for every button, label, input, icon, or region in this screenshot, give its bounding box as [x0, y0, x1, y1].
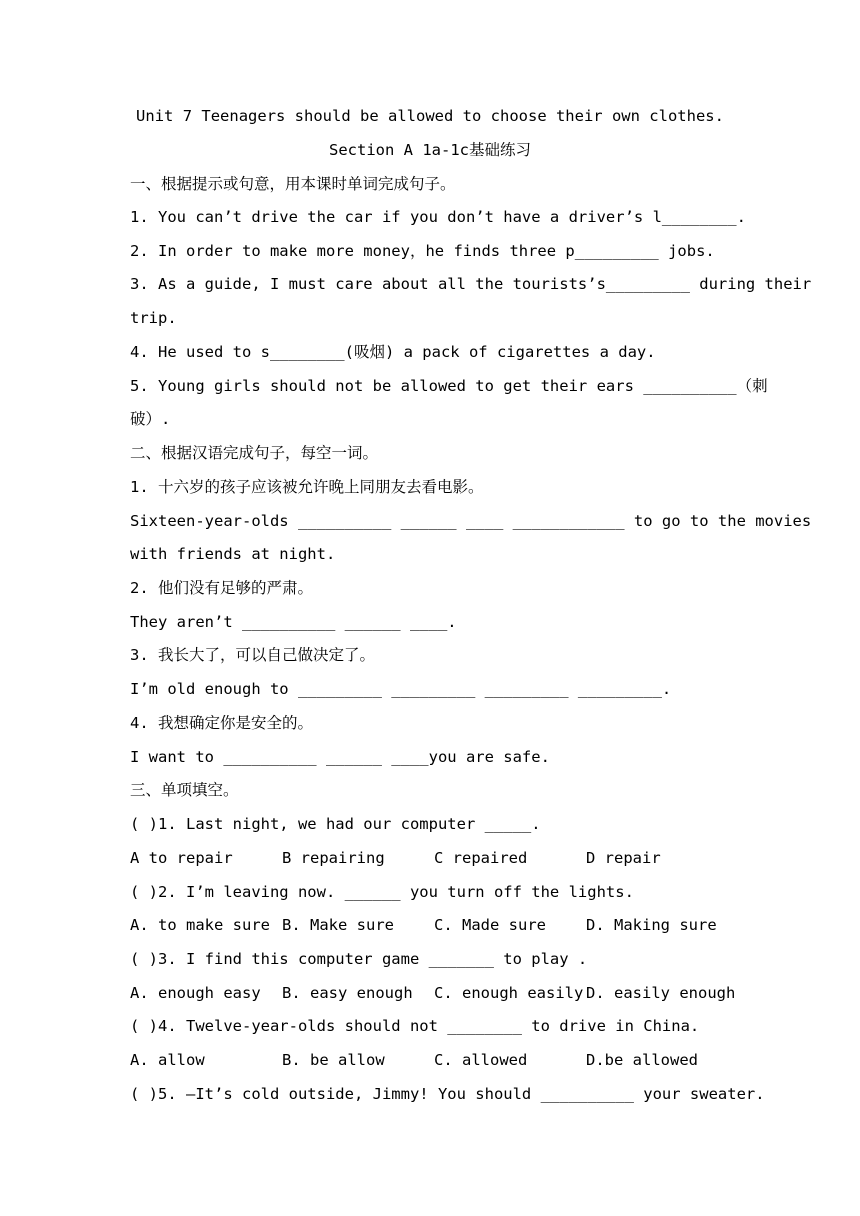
mc-option-c: C repaired [434, 849, 528, 867]
part1-question-3-cont: trip. [130, 309, 177, 327]
mc-option-a: A. enough easy [130, 984, 261, 1002]
part1-question-4: 4. He used to s________(吸烟) a pack of cigarettes a day. [130, 343, 656, 361]
mc-option-c: C. allowed [434, 1051, 528, 1069]
page-subtitle: Section A 1a-1c基础练习 [329, 141, 531, 159]
page-title: Unit 7 Teenagers should be allowed to choose their own clothes. [136, 107, 724, 125]
mc-question-2: ( )2. I’m leaving now. ______ you turn off the lights. [130, 883, 634, 901]
part1-heading: 一、根据提示或句意，用本课时单词完成句子。 [130, 175, 456, 193]
mc-options-4 [130, 1050, 730, 1070]
part3-heading: 三、单项填空。 [130, 781, 239, 799]
mc-option-c: C. Made sure [434, 916, 546, 934]
mc-question-3: ( )3. I find this computer game _______ to play . [130, 950, 588, 968]
part2-question-4-en: I want to __________ ______ ____you are safe. [130, 748, 550, 766]
part2-question-1-cn: 1. 十六岁的孩子应该被允许晚上同朋友去看电影。 [130, 478, 484, 496]
part2-question-3-cn: 3. 我长大了，可以自己做决定了。 [130, 646, 375, 664]
mc-option-b: B repairing [282, 849, 385, 867]
mc-option-a: A to repair [130, 849, 233, 867]
part2-question-2-cn: 2. 他们没有足够的严肃。 [130, 579, 313, 597]
part1-question-5: 5. Young girls should not be allowed to get their ears __________（刺 [130, 377, 768, 395]
mc-option-d: D repair [586, 849, 661, 867]
mc-option-d: D. Making sure [586, 916, 717, 934]
part2-question-4-cn: 4. 我想确定你是安全的。 [130, 714, 313, 732]
mc-question-1: ( )1. Last night, we had our computer _____. [130, 815, 541, 833]
mc-options-3 [130, 983, 736, 1003]
mc-option-a: A. to make sure [130, 916, 270, 934]
part1-question-1: 1. You can’t drive the car if you don’t have a driver’s l________. [130, 208, 746, 226]
mc-options-2 [130, 915, 730, 935]
part2-question-1-en-cont: with friends at night. [130, 545, 336, 563]
mc-option-d: D.be allowed [586, 1051, 698, 1069]
mc-option-b: B. easy enough [282, 984, 413, 1002]
mc-question-4: ( )4. Twelve-year-olds should not ________ to drive in China. [130, 1017, 700, 1035]
part2-question-1-en: Sixteen-year-olds __________ ______ ____ ____________ to go to the movies [130, 512, 812, 530]
part1-question-5-cont: 破）. [130, 410, 171, 428]
mc-option-c: C. enough easily [434, 984, 584, 1002]
part1-question-3: 3. As a guide, I must care about all the tourists’s_________ during their [130, 275, 812, 293]
part1-question-2: 2. In order to make more money，he finds three p_________ jobs. [130, 242, 715, 260]
part2-heading: 二、根据汉语完成句子，每空一词。 [130, 444, 379, 462]
part2-question-3-en: I’m old enough to _________ _________ _________ _________. [130, 680, 672, 698]
mc-option-a: A. allow [130, 1051, 205, 1069]
mc-option-d: D. easily enough [586, 984, 736, 1002]
mc-question-5: ( )5. —It’s cold outside, Jimmy! You should __________ your sweater. [130, 1085, 765, 1103]
mc-option-b: B. Make sure [282, 916, 394, 934]
part2-question-2-en: They aren’t __________ ______ ____. [130, 613, 457, 631]
mc-option-b: B. be allow [282, 1051, 385, 1069]
mc-options-1 [130, 848, 730, 868]
